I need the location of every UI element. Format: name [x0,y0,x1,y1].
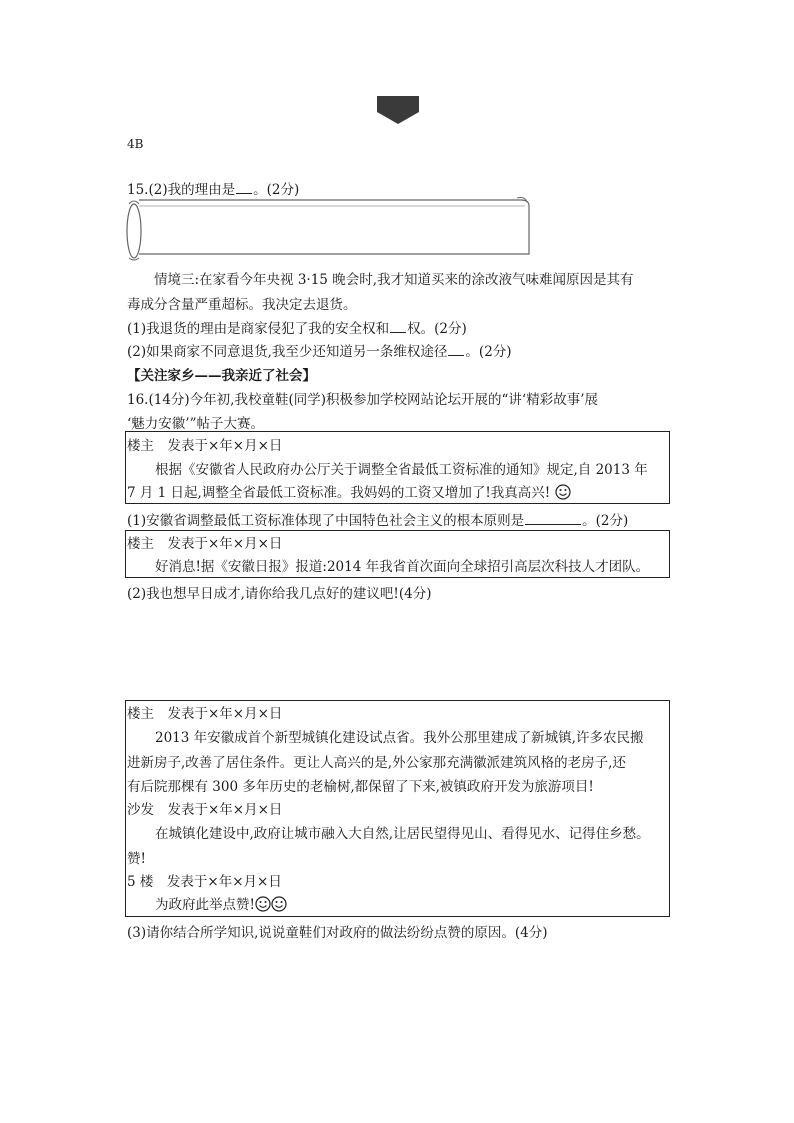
question-15-2-suffix: 。(2分) [253,182,300,198]
question-16-1-prefix: (1)安徽省调整最低工资标准体现了中国特色社会主义的根本原则是 [127,513,525,529]
forum-post-3 [125,700,670,917]
scenario3-question2 [127,340,512,360]
question-15-2-prefix: 15.(2)我的理由是 [127,182,236,198]
floor5-text: 为政府此举点赞! [155,897,255,913]
post-header: 楼主 发表于×年×月×日 [127,536,283,552]
scenario3-q2-prefix: (2)如果商家不同意退货,我至少还知道另一条维权途径 [127,344,448,360]
scenario3-question1 [127,317,467,337]
post-text-line: 根据《安徽省人民政府办公厅关于调整全省最低工资标准的通知》规定,自 2013 年 [155,462,648,478]
question-15-2 [127,178,299,198]
question-16-1 [127,509,628,529]
post-text-line: 好消息!据《安徽日报》报道:2014 年我省首次面向全球招引高层次科技人才团队。 [155,559,650,575]
sofa-text-line: 赞! [127,851,146,867]
scroll-answer-area-icon [125,196,533,262]
section-title: 【关注家乡——我亲近了社会】 [127,368,316,384]
sofa-text-line: 在城镇化建设中,政府让城市融入大自然,让居民望得见山、看得见水、记得住乡愁。 [155,826,650,842]
question-16-line2: ‘魅力安徽’”帖子大赛。 [127,416,264,432]
forum-post-1 [125,431,670,504]
scenario3-line2: 毒成分含量严重超标。我决定去退货。 [127,297,357,313]
floor5-text-line [155,893,287,917]
sofa-header: 沙发 发表于×年×月×日 [127,802,283,818]
question-16-2: (2)我也想早日成才,请你给我几点好的建议吧!(4分) [127,586,432,602]
chevron-badge-icon [377,96,419,124]
scenario3-q1-suffix: 权。(2分) [407,321,467,337]
answer-blank[interactable] [390,320,406,333]
answer-blank[interactable] [448,343,464,356]
page-label: 4B [127,137,144,151]
question-16-3: (3)请你结合所学知识,说说童鞋们对政府的做法纷纷点赞的原因。(4分) [127,925,548,941]
question-16-1-suffix: 。(2分) [582,513,629,529]
question-16-line1: 16.(14分)今年初,我校童鞋(同学)积极参加学校网站论坛开展的“讲‘精彩故事’展 [127,392,598,408]
post-text-line-2 [127,481,571,505]
post-text-line: 进新房子,改善了居住条件。更让人高兴的是,外公家那充满徽派建筑风格的老房子,还 [127,755,626,771]
smiley-icon [271,896,287,912]
smiley-icon [255,896,271,912]
answer-blank[interactable] [525,512,581,525]
scenario3-q2-suffix: 。(2分) [465,344,512,360]
smiley-icon [555,484,571,500]
post-text: 7 月 1 日起,调整全省最低工资标准。我妈妈的工资又增加了!我真高兴! [127,485,551,501]
answer-blank[interactable] [236,181,252,194]
floor5-header: 5 楼 发表于×年×月×日 [127,874,282,890]
post-header: 楼主 发表于×年×月×日 [127,438,283,454]
post-text-line: 有后院那棵有 300 多年历史的老榆树,都保留了下来,被镇政府开发为旅游项目! [127,779,594,795]
scenario3-q1-prefix: (1)我退货的理由是商家侵犯了我的安全权和 [127,321,390,337]
post-text-line: 2013 年安徽成首个新型城镇化建设试点省。我外公那里建成了新城镇,许多农民搬 [155,730,644,746]
forum-post-2 [125,530,670,578]
post-header: 楼主 发表于×年×月×日 [127,706,283,722]
scenario3-line1: 情境三:在家看今年央视 3·15 晚会时,我才知道买来的涂改液气味难闻原因是其有 [154,272,634,288]
